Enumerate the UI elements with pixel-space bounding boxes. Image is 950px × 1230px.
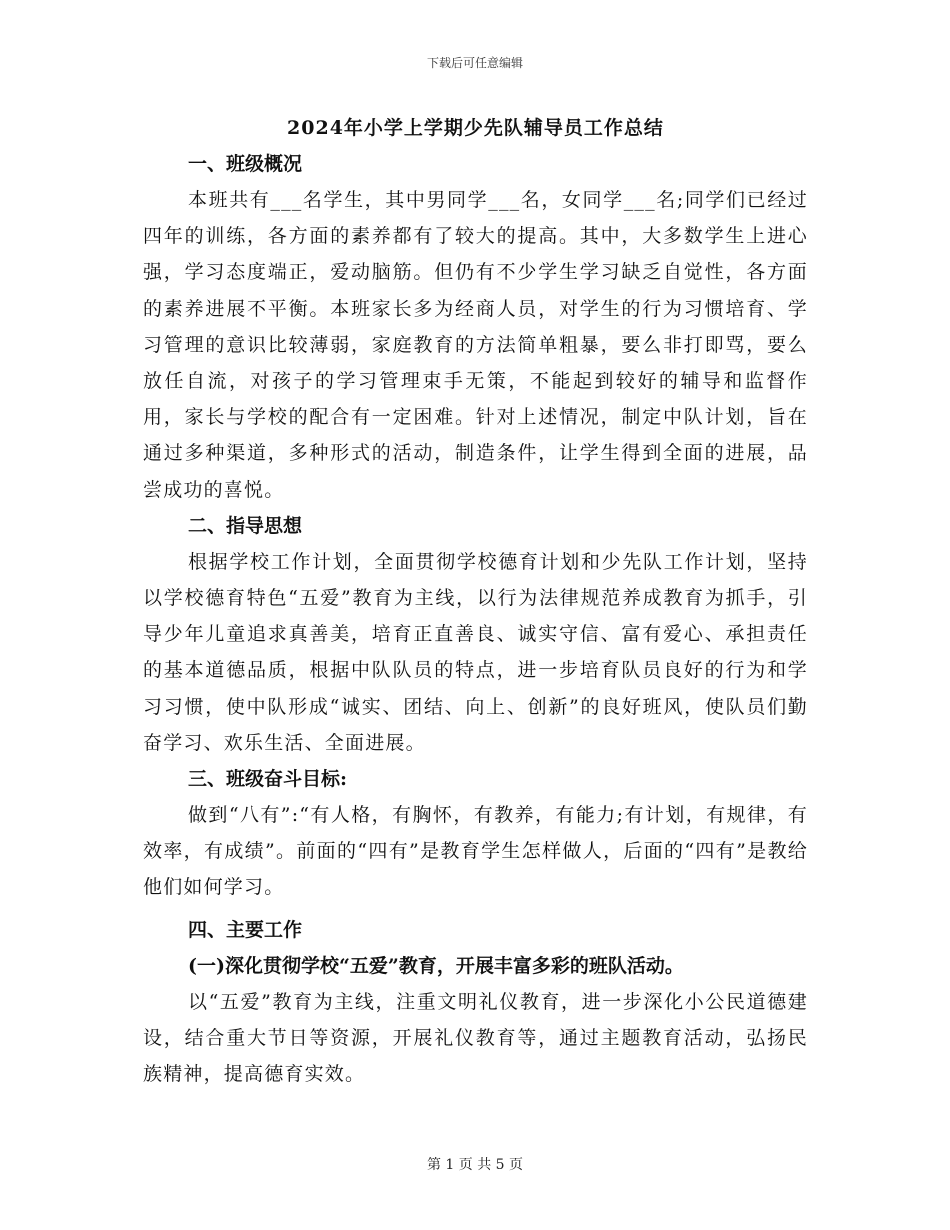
section-heading-main-work: 四、主要工作 bbox=[188, 918, 303, 941]
section-paragraph-goals: 做到“八有”:“有人格，有胸怀，有教养，有能力;有计划，有规律，有效率，有成绩”。前面的“四有”是教育学生怎样做人，后面的“四有”是教给他们如何学习。 bbox=[143, 804, 808, 899]
section-heading-guiding-thought: 二、指导思想 bbox=[188, 514, 303, 537]
document-title: 2024年小学上学期少先队辅导员工作总结 bbox=[287, 117, 664, 139]
section-heading-overview: 一、班级概况 bbox=[188, 153, 303, 175]
section-paragraph-overview: 本班共有___名学生，其中男同学___名，女同学___名;同学们已经过四年的训练，各方面的素养都有了较大的提高。其中，大多数学生上进心强，学习态度端正，爱动脑筋。但仍有不少学生学习缺乏自觉性，各方面的素养进展不平衡。本班家长多为经商人员，对学生的行为习惯培育、学习管理的意识比较薄弱，家庭教育的方法简单粗暴，要么非打即骂，要么放任自流，对孩子的学习管理束手无策，不能起到较好的辅导和监督作用，家长与学校的配合有一定困难。针对上述情况，制定中队计划，旨在通过多种渠道，多种形式的活动，制造条件，让学生得到全面的进展，品尝成功的喜悦。 bbox=[143, 189, 808, 501]
page-number: 第 1 页 共 5 页 bbox=[426, 1157, 524, 1173]
section-heading-goals: 三、班级奋斗目标: bbox=[188, 768, 348, 791]
header-note: 下载后可任意编辑 bbox=[426, 56, 523, 70]
section-paragraph-main-work: 以“五爱”教育为主线，注重文明礼仪教育，进一步深化小公民道德建设，结合重大节日等资源，开展礼仪教育等，通过主题教育活动，弘扬民族精神，提高德育实效。 bbox=[143, 990, 808, 1086]
section-paragraph-guiding-thought: 根据学校工作计划，全面贯彻学校德育计划和少先队工作计划，坚持以学校德育特色“五爱”教育为主线，以行为法律规范养成教育为抓手，引导少年儿童追求真善美，培育正直善良、诚实守信、富有爱心、承担责任的基本道德品质，根据中队队员的特点，进一步培育队员良好的行为和学习习惯，使中队形成“诚实、团结、向上、创新”的良好班风，使队员们勤奋学习、欢乐生活、全面进展。 bbox=[143, 550, 808, 754]
subheading-five-loves: (一)深化贯彻学校“五爱”教育，开展丰富多彩的班队活动。 bbox=[188, 954, 684, 977]
document-body bbox=[143, 114, 808, 1092]
